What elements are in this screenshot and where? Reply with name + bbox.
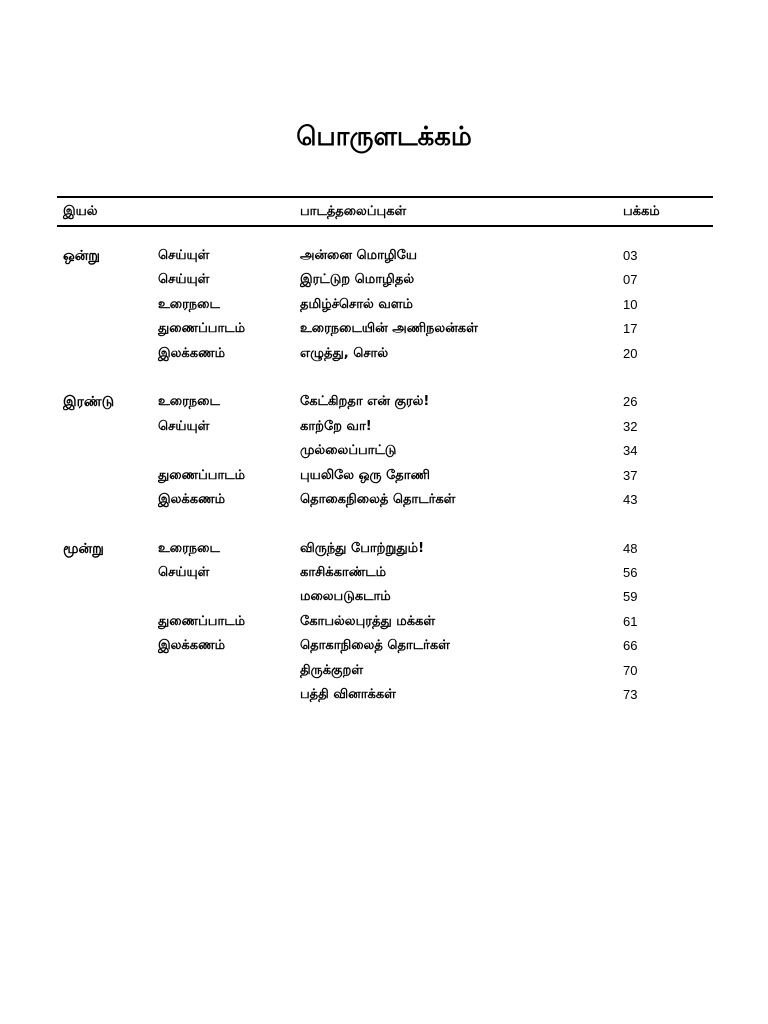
lesson-type-empty (158, 683, 300, 707)
page-number: 20 (623, 345, 638, 361)
unit-name-empty (63, 439, 158, 463)
unit-name: ஒன்று (63, 248, 101, 264)
unit-name-empty (63, 464, 158, 488)
lesson-type: இலக்கணம் (158, 638, 226, 654)
unit-section-3 (57, 537, 713, 708)
lesson-title: காற்றே வா! (300, 418, 372, 434)
toc-row (57, 317, 713, 341)
lesson-title: மலைபடுகடாம் (300, 589, 391, 605)
lesson-title: தொகைநிலைத் தொடர்கள் (300, 491, 456, 507)
lesson-type: உரைநடை (158, 296, 220, 312)
lesson-title: உரைநடையின் அணிநலன்கள் (300, 321, 478, 337)
header-lessons: பாடத்தலைப்புகள் (300, 204, 407, 219)
unit-name-empty (63, 634, 158, 658)
lesson-type: துணைப்பாடம் (158, 467, 246, 483)
header-unit: இயல் (63, 204, 98, 219)
header-spacer (158, 198, 300, 225)
lesson-title: பத்தி வினாக்கள் (300, 687, 396, 703)
unit-name-empty (63, 293, 158, 317)
page-number: 17 (623, 321, 638, 337)
unit-name-empty (63, 317, 158, 341)
lesson-type: துணைப்பாடம் (158, 613, 246, 629)
lesson-title: புயலிலே ஒரு தோணி (300, 467, 430, 483)
lesson-type: இலக்கணம் (158, 491, 226, 507)
toc-row (57, 561, 713, 585)
page-title: பொருளடக்கம் (296, 122, 472, 152)
lesson-title: தமிழ்ச்சொல் வளம் (300, 296, 413, 312)
unit-name: இரண்டு (63, 394, 115, 411)
toc-row (57, 659, 713, 683)
unit-section-2 (57, 390, 713, 512)
toc-row (57, 390, 713, 414)
header-page: பக்கம் (623, 204, 660, 219)
lesson-type: செய்யுள் (158, 248, 210, 263)
lesson-type: உரைநடை (158, 540, 220, 556)
unit-name-empty (63, 415, 158, 439)
toc-row (57, 488, 713, 512)
toc-row (57, 293, 713, 317)
lesson-title: தொகாநிலைத் தொடர்கள் (300, 638, 450, 654)
lesson-type-empty (158, 439, 300, 463)
lesson-title: எழுத்து, சொல் (300, 345, 389, 361)
page-number: 59 (623, 589, 638, 605)
toc-row (57, 439, 713, 463)
unit-name-empty (63, 683, 158, 707)
lesson-type: துணைப்பாடம் (158, 321, 246, 337)
page-number: 56 (623, 565, 638, 581)
lesson-type: செய்யுள் (158, 565, 210, 581)
unit-name-empty (63, 342, 158, 366)
toc-row (57, 610, 713, 634)
unit-name-empty (63, 659, 158, 683)
page-number: 43 (623, 491, 638, 507)
toc-row (57, 244, 713, 268)
lesson-type: உரைநடை (158, 394, 220, 410)
toc-row (57, 585, 713, 609)
lesson-title: கோபல்லபுரத்து மக்கள் (300, 613, 436, 629)
lesson-type: இலக்கணம் (158, 345, 226, 361)
lesson-title: இரட்டுற மொழிதல் (300, 272, 415, 288)
lesson-title: விருந்து போற்றுதும்! (300, 540, 425, 556)
unit-name-empty (63, 561, 158, 585)
page-number: 10 (623, 296, 638, 312)
page-number: 34 (623, 443, 638, 459)
toc-row (57, 268, 713, 292)
lesson-type: செய்யுள் (158, 418, 210, 434)
unit-name: மூன்று (63, 540, 104, 557)
toc-body (57, 227, 713, 707)
lesson-title: காசிக்காண்டம் (300, 565, 387, 581)
page-number: 07 (623, 272, 638, 288)
toc-row (57, 537, 713, 561)
unit-name-empty (63, 268, 158, 292)
page-number: 37 (623, 467, 638, 483)
lesson-type: செய்யுள் (158, 272, 210, 288)
unit-name-empty (63, 585, 158, 609)
lesson-title: கேட்கிறதா என் குரல்! (300, 394, 430, 410)
page-number: 32 (623, 418, 638, 434)
lesson-type-empty (158, 659, 300, 683)
unit-section-1 (57, 244, 713, 366)
page-number: 48 (623, 540, 638, 556)
page-number: 03 (623, 248, 638, 263)
toc-table (57, 196, 713, 707)
page-number: 73 (623, 687, 638, 703)
toc-row (57, 342, 713, 366)
lesson-title: முல்லைப்பாட்டு (300, 443, 397, 459)
toc-row (57, 464, 713, 488)
lesson-type-empty (158, 585, 300, 609)
lesson-title: அன்னை மொழியே (300, 248, 418, 263)
page-number: 70 (623, 662, 638, 678)
toc-row (57, 634, 713, 658)
lesson-title: திருக்குறள் (300, 662, 364, 678)
toc-header (57, 198, 713, 227)
page-number: 61 (623, 613, 638, 629)
unit-name-empty (63, 610, 158, 634)
page-number: 66 (623, 638, 638, 654)
toc-row (57, 683, 713, 707)
unit-name-empty (63, 488, 158, 512)
toc-row (57, 415, 713, 439)
page-number: 26 (623, 394, 638, 410)
